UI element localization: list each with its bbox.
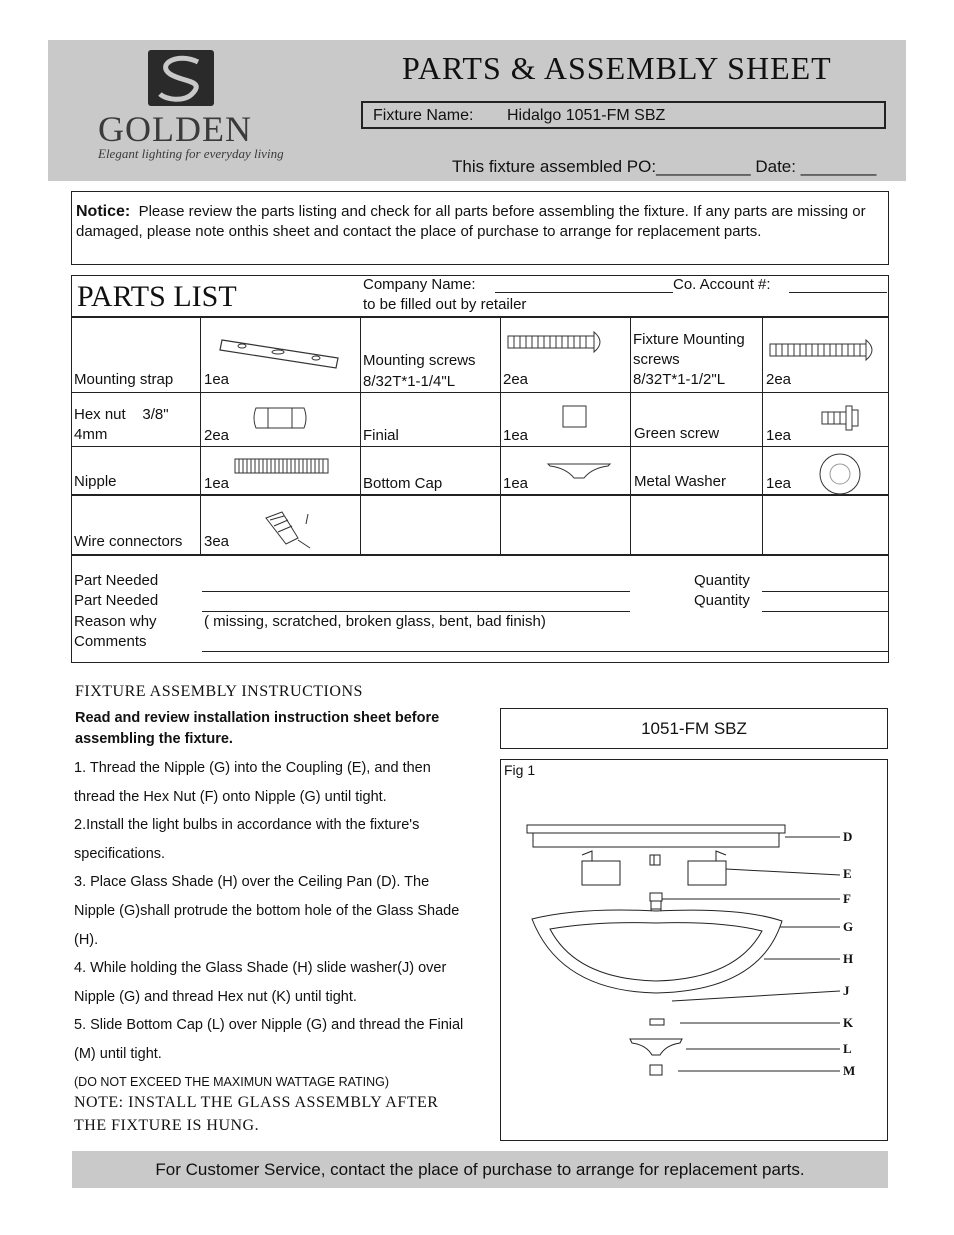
instruction-line: specifications.	[74, 846, 166, 862]
wire-connector-icon	[260, 508, 316, 552]
hex-nut-icon	[252, 406, 308, 430]
instruction-line: (M) until tight.	[74, 1046, 162, 1062]
callout-label: M	[843, 1063, 856, 1078]
callout-label: F	[843, 891, 851, 906]
part-qty: 2ea	[766, 371, 792, 388]
long-screw-icon	[768, 338, 880, 362]
part-name: Fixture Mounting screws 8/32T*1-1/2"L	[633, 331, 745, 388]
wattage-warning: (DO NOT EXCEED THE MAXIMUN WATTAGE RATING)	[74, 1075, 390, 1089]
notice-text: Please review the parts listing and check for all parts before assembling the fixture. If any parts are missing or damaged, please note onthis sheet and contact the place of purchase to arrange for replacement parts.	[76, 203, 866, 240]
retailer-note: to be filled out by retailer	[363, 296, 527, 313]
instruction-line: thread the Hex Nut (F) onto Nipple (G) until tight.	[74, 789, 387, 805]
figure-label: Fig 1	[504, 762, 536, 778]
instruction-line: 2.Install the light bulbs in accordance with the fixture's	[74, 817, 420, 833]
callout-label: G	[843, 919, 854, 934]
instruction-line: 1. Thread the Nipple (G) into the Coupling (E), and then	[74, 760, 431, 776]
instructions-intro: Read and review installation instruction sheet before assembling the fixture.	[75, 710, 440, 747]
logo-tagline: Elegant lighting for everyday living	[98, 146, 284, 161]
green-screw-icon	[820, 402, 862, 436]
part-needed-label: Part Needed	[74, 592, 159, 609]
part-qty: 1ea	[766, 475, 792, 492]
callout-label: H	[843, 951, 854, 966]
callout-label: D	[843, 829, 853, 844]
part-needed-label: Part Needed	[74, 572, 159, 589]
callout-label: L	[843, 1041, 852, 1056]
part-needed-field[interactable]	[202, 591, 630, 592]
assembly-note: NOTE: INSTALL THE GLASS ASSEMBLY AFTER	[74, 1094, 439, 1111]
fixture-name-box	[361, 101, 886, 129]
account-label: Co. Account #:	[673, 276, 771, 293]
part-qty: 3ea	[204, 533, 230, 550]
part-qty: 1ea	[204, 475, 230, 492]
comments-label: Comments	[74, 633, 147, 650]
part-name: Bottom Cap	[363, 475, 443, 492]
golden-logo-icon	[148, 50, 214, 106]
instructions-heading: FIXTURE ASSEMBLY INSTRUCTIONS	[75, 683, 363, 700]
callout-label: J	[843, 983, 850, 998]
reason-options: ( missing, scratched, broken glass, bent, bad finish)	[204, 613, 546, 630]
bottom-cap-icon	[546, 460, 612, 484]
part-qty: 1ea	[204, 371, 230, 388]
assembly-note: THE FIXTURE IS HUNG.	[74, 1117, 260, 1134]
quantity-field[interactable]	[762, 611, 888, 612]
part-needed-field[interactable]	[202, 611, 630, 612]
comments-field[interactable]	[202, 651, 888, 652]
instruction-line: Nipple (G)shall protrude the bottom hole of the Glass Shade	[74, 903, 460, 919]
part-name: Mounting screws 8/32T*1-1/4"L	[363, 352, 476, 390]
part-qty: 1ea	[503, 475, 529, 492]
callout-label: K	[843, 1015, 854, 1030]
quantity-field[interactable]	[762, 591, 888, 592]
fixture-name-label: Fixture Name:	[373, 107, 474, 124]
part-name: Hex nut 3/8" 4mm	[74, 406, 169, 443]
notice-box	[71, 191, 889, 265]
page-title: PARTS & ASSEMBLY SHEET	[402, 50, 832, 86]
instruction-line: 3. Place Glass Shade (H) over the Ceiling Pan (D). The	[74, 874, 430, 890]
assembly-diagram	[500, 759, 888, 1141]
reason-label: Reason why	[74, 613, 157, 630]
part-name: Finial	[363, 427, 399, 444]
parts-list-table	[71, 275, 889, 663]
quantity-label: Quantity	[694, 572, 750, 589]
parts-list-title: PARTS LIST	[77, 280, 237, 313]
po-date-line: This fixture assembled PO:__________ Date: ________	[452, 157, 877, 176]
part-name: Wire connectors	[74, 533, 183, 550]
instruction-line: 5. Slide Bottom Cap (L) over Nipple (G) and thread the Finial	[74, 1017, 464, 1033]
part-qty: 1ea	[766, 427, 792, 444]
part-qty: 1ea	[503, 427, 529, 444]
instruction-line: (H).	[74, 932, 99, 948]
finial-icon	[562, 405, 588, 429]
notice-label: Notice:	[76, 203, 131, 220]
callout-label: E	[843, 866, 852, 881]
metal-washer-icon	[818, 452, 862, 496]
instruction-line: Nipple (G) and thread Hex nut (K) until tight.	[74, 989, 357, 1005]
part-qty: 2ea	[503, 371, 529, 388]
company-name-label: Company Name:	[363, 276, 476, 293]
part-name: Mounting strap	[74, 371, 174, 388]
fixture-name-value: Hidalgo 1051-FM SBZ	[507, 107, 666, 124]
logo-text: GOLDEN	[98, 109, 252, 149]
mounting-strap-icon	[218, 330, 344, 374]
part-name: Nipple	[74, 473, 117, 490]
part-name: Green screw	[634, 425, 720, 442]
customer-service-footer: For Customer Service, contact the place of purchase to arrange for replacement parts.	[72, 1151, 888, 1188]
screw-icon	[506, 330, 606, 354]
model-number-box: 1051-FM SBZ	[500, 708, 888, 749]
quantity-label: Quantity	[694, 592, 750, 609]
part-qty: 2ea	[204, 427, 230, 444]
nipple-icon	[234, 457, 330, 475]
instruction-line: 4. While holding the Glass Shade (H) slide washer(J) over	[74, 960, 447, 976]
part-name: Metal Washer	[634, 473, 726, 490]
